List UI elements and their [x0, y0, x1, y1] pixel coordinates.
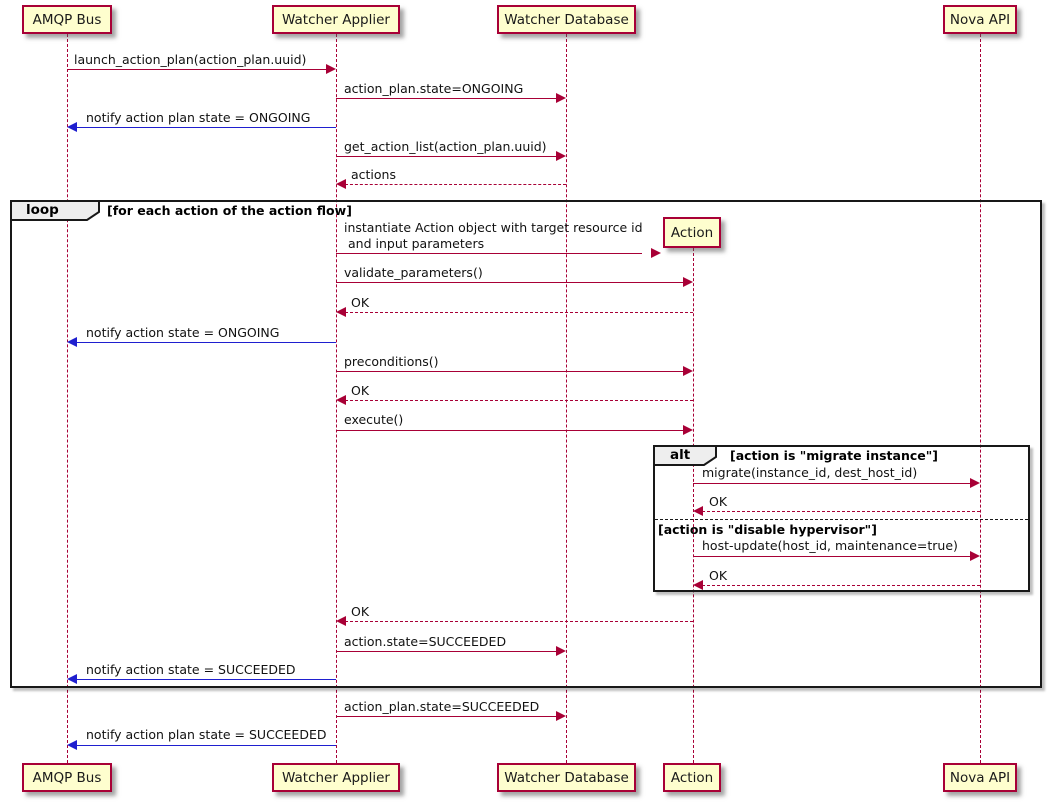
participant-watcher-applier-top [272, 5, 400, 34]
arrowhead-left [336, 616, 346, 626]
participant-label: AMQP Bus [32, 11, 102, 28]
message-validate-parameters: validate_parameters() [344, 265, 483, 280]
participant-action-created [663, 217, 721, 248]
arrowhead-left [693, 580, 703, 590]
arrow-host-update-ok [702, 585, 980, 586]
message-notify-action-succeeded: notify action state = SUCCEEDED [86, 662, 296, 677]
message-instantiate-line1: instantiate Action object with target resource id [344, 220, 643, 235]
alt-guard-disable: [action is "disable hypervisor"] [658, 522, 877, 537]
participant-amqp-bus-top [22, 5, 112, 34]
arrow-execute [336, 430, 684, 431]
message-get-action-list: get_action_list(action_plan.uuid) [344, 139, 547, 154]
arrowhead-right [556, 646, 566, 656]
arrow-action-plan-succeeded [336, 716, 557, 717]
message-migrate-ok: OK [709, 494, 728, 509]
arrowhead-right [970, 478, 980, 488]
message-preconditions-ok: OK [351, 383, 370, 398]
message-notify-action-ongoing: notify action state = ONGOING [86, 325, 280, 340]
message-migrate: migrate(instance_id, dest_host_id) [702, 465, 918, 480]
arrow-migrate-ok [702, 511, 980, 512]
arrowhead-right [326, 64, 336, 74]
arrow-validate-ok [345, 312, 693, 313]
message-action-succeeded: action.state=SUCCEEDED [344, 634, 507, 649]
message-host-update: host-update(host_id, maintenance=true) [702, 538, 958, 553]
participant-label: Action [670, 224, 714, 241]
participant-label: Watcher Database [504, 769, 629, 786]
arrow-notify-action-succeeded [76, 679, 336, 680]
loop-operator-label: loop [26, 202, 59, 218]
arrow-preconditions [336, 371, 684, 372]
participant-watcher-applier-bottom [272, 763, 400, 792]
arrowhead-right [651, 248, 661, 258]
arrow-notify-plan-ongoing [76, 127, 336, 128]
message-host-update-ok: OK [709, 568, 728, 583]
participant-action-bottom [663, 763, 721, 792]
arrowhead-right [683, 277, 693, 287]
arrowhead-right [556, 151, 566, 161]
arrow-notify-plan-succeeded [76, 745, 336, 746]
message-execute-ok: OK [351, 604, 370, 619]
arrow-action-plan-ongoing [336, 98, 557, 99]
message-notify-plan-ongoing: notify action plan state = ONGOING [86, 110, 311, 125]
participant-nova-api-bottom [943, 763, 1017, 792]
arrow-get-action-list [336, 156, 557, 157]
participant-label: Nova API [949, 769, 1011, 786]
participant-label: AMQP Bus [32, 769, 102, 786]
arrowhead-left [693, 506, 703, 516]
arrow-notify-action-ongoing [76, 342, 336, 343]
message-preconditions: preconditions() [344, 354, 439, 369]
participant-label: Watcher Applier [282, 11, 390, 28]
participant-watcher-database-top [497, 5, 636, 34]
arrowhead-right [683, 366, 693, 376]
arrow-preconditions-ok [345, 400, 693, 401]
message-actions-return: actions [351, 167, 396, 182]
arrow-migrate [693, 483, 971, 484]
arrowhead-left [336, 395, 346, 405]
arrow-launch-action-plan [67, 69, 327, 70]
message-action-plan-succeeded: action_plan.state=SUCCEEDED [344, 699, 540, 714]
participant-watcher-database-bottom [497, 763, 636, 792]
arrow-validate-parameters [336, 282, 684, 283]
message-notify-plan-succeeded: notify action plan state = SUCCEEDED [86, 727, 327, 742]
arrowhead-left [336, 179, 346, 189]
arrow-host-update [693, 556, 971, 557]
message-validate-ok: OK [351, 295, 370, 310]
arrow-instantiate-action [336, 253, 642, 254]
alt-guard-migrate: [action is "migrate instance"] [730, 448, 938, 463]
alt-divider [655, 519, 1028, 520]
participant-label: Action [670, 769, 714, 786]
arrowhead-left [67, 122, 77, 132]
loop-guard: [for each action of the action flow] [107, 203, 352, 218]
arrow-action-succeeded [336, 651, 557, 652]
participant-label: Watcher Database [504, 11, 629, 28]
message-action-plan-ongoing: action_plan.state=ONGOING [344, 81, 524, 96]
participant-label: Watcher Applier [282, 769, 390, 786]
arrowhead-left [67, 337, 77, 347]
arrowhead-right [683, 425, 693, 435]
participant-label: Nova API [949, 11, 1011, 28]
arrow-execute-ok [345, 621, 693, 622]
participant-amqp-bus-bottom [22, 763, 112, 792]
participant-nova-api-top [943, 5, 1017, 34]
arrowhead-right [970, 551, 980, 561]
arrowhead-left [67, 674, 77, 684]
arrowhead-right [556, 711, 566, 721]
alt-operator-label: alt [670, 447, 691, 463]
message-launch-action-plan: launch_action_plan(action_plan.uuid) [74, 52, 307, 67]
arrowhead-left [336, 307, 346, 317]
arrow-actions-return [345, 184, 566, 185]
message-instantiate-line2: and input parameters [348, 236, 485, 251]
arrowhead-right [556, 93, 566, 103]
message-execute: execute() [344, 412, 404, 427]
loop-frame [10, 200, 1042, 688]
arrowhead-left [67, 740, 77, 750]
